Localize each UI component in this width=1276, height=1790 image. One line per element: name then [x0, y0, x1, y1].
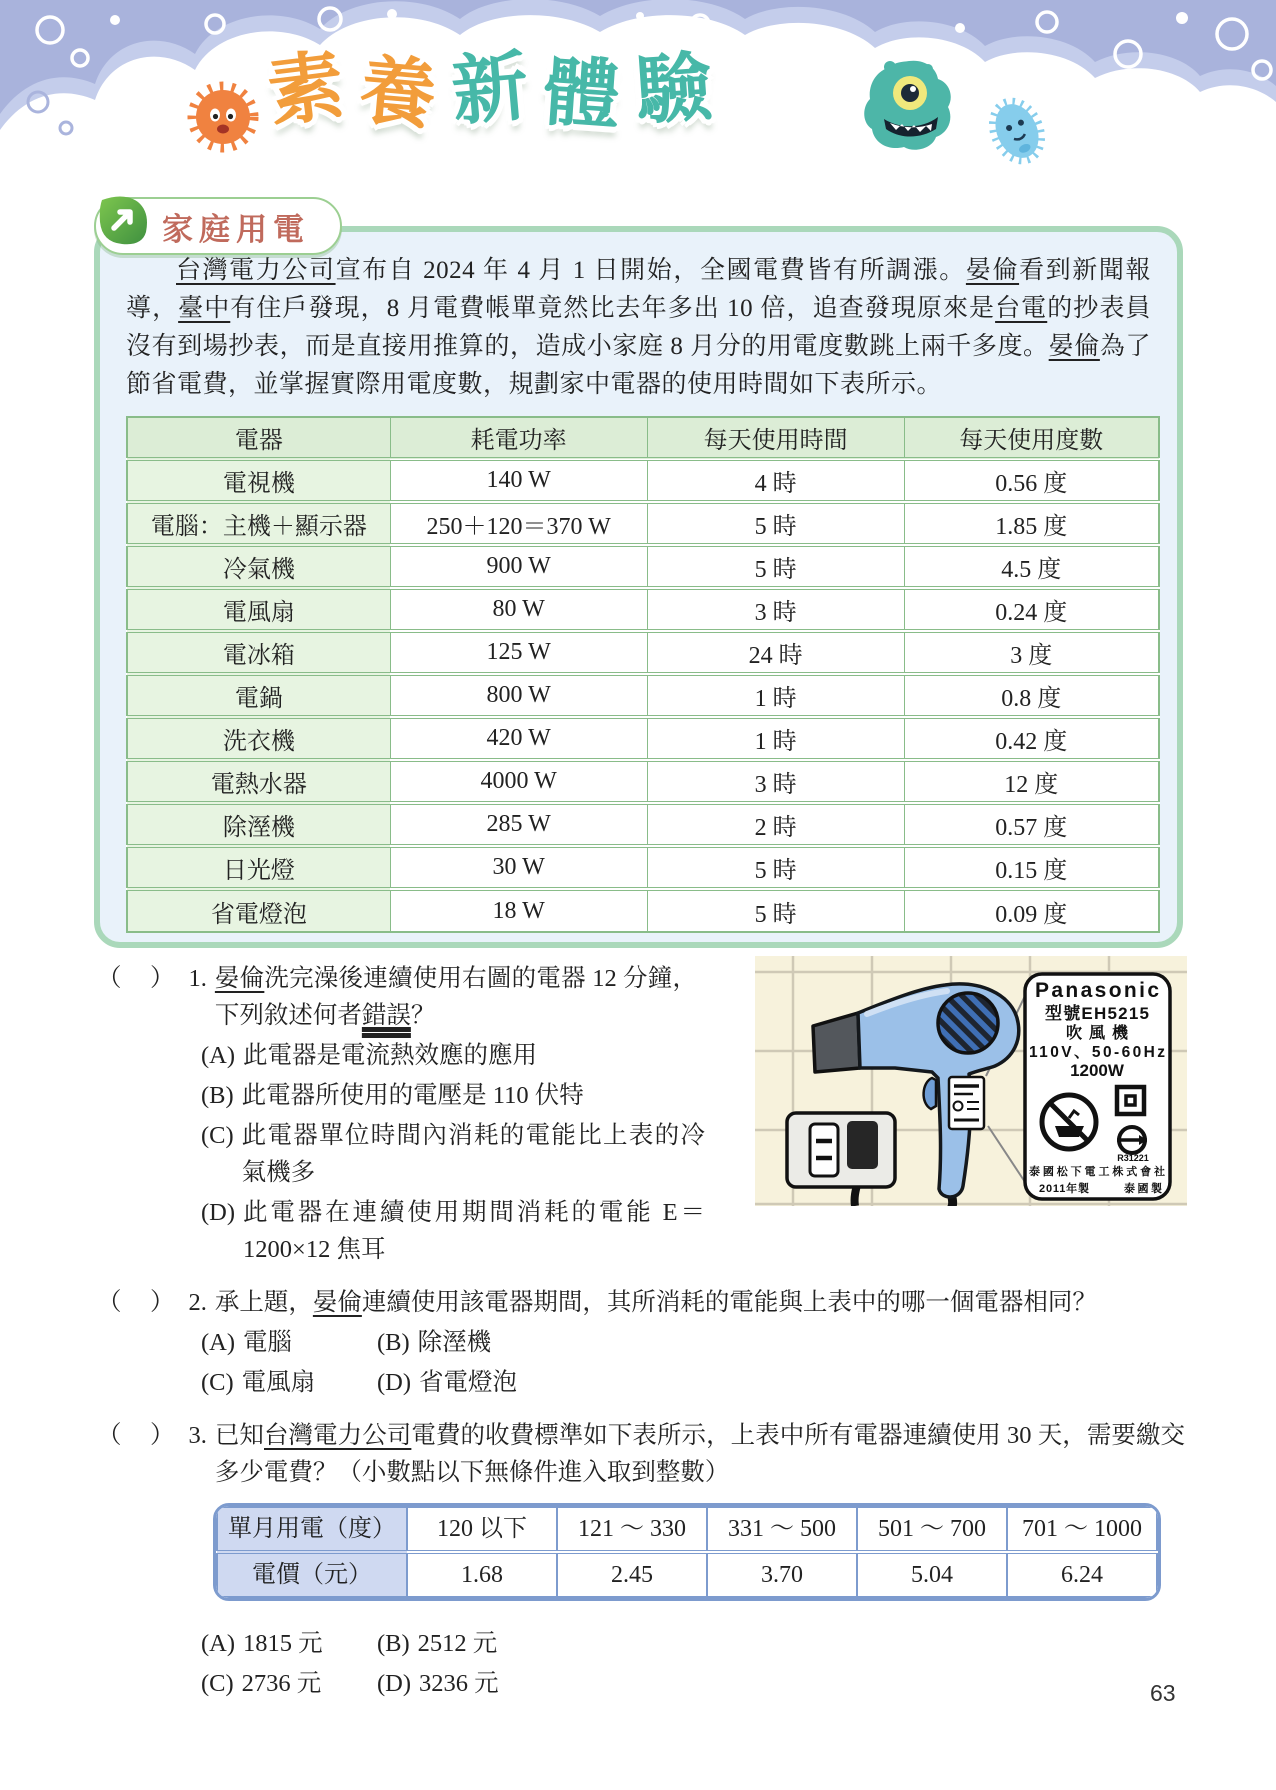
appliance-cell: 1.85 度 [904, 502, 1159, 545]
handle-label [949, 1077, 984, 1129]
option-text: 省電燈泡 [419, 1369, 518, 1396]
appliance-cell: 4 時 [647, 459, 904, 502]
appliance-cell: 3 時 [647, 760, 904, 803]
option-text: 此電器單位時間內消耗的電能比上表的冷氣機多 [241, 1122, 705, 1186]
table-row [127, 588, 1159, 631]
page-number: 63 [1150, 1680, 1176, 1706]
table-row [127, 803, 1159, 846]
table-row [127, 717, 1159, 760]
title-char: 素 [263, 42, 349, 137]
appliance-cell: 18 W [390, 889, 647, 932]
table-row [127, 459, 1159, 502]
label-power: 1200W [1070, 1061, 1124, 1080]
option-label: (D) [377, 1369, 412, 1396]
question-number: 3. [188, 1422, 207, 1449]
appliance-cell: 1 時 [647, 674, 904, 717]
text-run: 的抄表員沒有到場抄表，而是直接用推算的，造成小家庭 8 月分的用電度數跳上兩千多度。 [126, 295, 1151, 360]
appliance-cell: 420 W [390, 717, 647, 760]
appliance-cell: 日光燈 [127, 846, 390, 889]
option-text: 此電器是電流熱效應的應用 [243, 1042, 538, 1069]
answer-option [201, 1324, 351, 1361]
column-header: 耗電功率 [390, 417, 647, 459]
appliance-cell: 3 度 [904, 631, 1159, 674]
appliance-cell: 電冰箱 [127, 631, 390, 674]
proper-noun: 晏倫 [312, 1289, 362, 1316]
appliance-cell: 電視機 [127, 459, 390, 502]
proper-noun: 晏倫 [1048, 333, 1100, 360]
question-number: 2. [188, 1289, 207, 1316]
appliance-table [126, 416, 1160, 933]
question-number: 1. [188, 965, 207, 992]
emphasized-term: 錯誤 [361, 1002, 411, 1029]
question-stem [215, 960, 697, 1034]
appliance-cell: 電腦：主機＋顯示器 [127, 502, 390, 545]
content-panel [94, 226, 1183, 948]
option-text: 除溼機 [417, 1329, 492, 1356]
answer-blank: （ ） [97, 1289, 177, 1316]
appliance-cell: 250＋120＝370 W [390, 502, 647, 545]
column-header: 每天使用度數 [904, 417, 1159, 459]
appliance-cell: 800 W [390, 674, 647, 717]
option-text: 2736 元 [241, 1670, 322, 1697]
title-char: 新 [448, 43, 532, 136]
appliance-cell: 24 時 [647, 631, 904, 674]
column-header: 每天使用時間 [647, 417, 904, 459]
appliance-cell: 80 W [390, 588, 647, 631]
answer-option [201, 1364, 351, 1401]
text-run: 已知 [214, 1422, 264, 1449]
appliance-cell: 12 度 [904, 760, 1159, 803]
appliance-cell: 0.57 度 [904, 803, 1159, 846]
appliance-cell: 0.09 度 [904, 889, 1159, 932]
price-cell: 501 ～ 700 [857, 1507, 1007, 1552]
option-label: (A) [201, 1042, 236, 1069]
answer-option [377, 1625, 499, 1662]
price-cell: 331 ～ 500 [707, 1507, 857, 1552]
option-text: 2512 元 [417, 1630, 498, 1657]
question-2 [97, 1284, 1185, 1401]
price-cell: 5.04 [857, 1552, 1007, 1597]
leaf-arrow-icon [94, 190, 152, 253]
text-run: 宣布自 2024 年 4 月 1 日開始，全國電費皆有所調漲。 [335, 257, 966, 284]
price-cell: 3.70 [707, 1552, 857, 1597]
monster-icon [860, 55, 958, 160]
hair-dryer-figure [755, 956, 1187, 1206]
proper-noun: 台灣電力公司 [176, 257, 336, 284]
option-label: (C) [201, 1670, 234, 1697]
appliance-cell: 5 時 [647, 889, 904, 932]
proper-noun: 台電 [995, 295, 1048, 322]
title-char: 體 [540, 49, 623, 140]
table-row [127, 674, 1159, 717]
price-cell: 單月用電（度） [217, 1507, 407, 1552]
appliance-table-body [127, 459, 1159, 932]
appliance-cell: 30 W [390, 846, 647, 889]
appliance-cell: 2 時 [647, 803, 904, 846]
appliance-cell: 140 W [390, 459, 647, 502]
table-row [217, 1552, 1157, 1597]
option-label: (C) [201, 1122, 234, 1149]
appliance-cell: 1 時 [647, 717, 904, 760]
proper-noun: 晏倫 [965, 257, 1020, 284]
option-label: (B) [377, 1329, 410, 1356]
appliance-cell: 電風扇 [127, 588, 390, 631]
table-row [127, 631, 1159, 674]
appliance-cell: 0.24 度 [904, 588, 1159, 631]
price-table-frame [213, 1503, 1161, 1601]
appliance-cell: 285 W [390, 803, 647, 846]
question-options [97, 1037, 705, 1268]
appliance-cell: 除溼機 [127, 803, 390, 846]
table-row [127, 417, 1159, 459]
answer-blank: （ ） [97, 965, 177, 992]
answer-option [201, 1077, 705, 1114]
page-banner [0, 0, 1276, 172]
section-title: 家庭用電 [162, 211, 310, 247]
label-product: 吹風機 [1066, 1025, 1128, 1042]
answer-option [201, 1117, 705, 1191]
label-made-year: 2011年製 [1039, 1183, 1089, 1195]
column-header: 電器 [127, 417, 390, 459]
text-run: 電費的收費標準如下表所示，上表中所有電器連續使用 30 天，需要繳交多少電費？（小數點以下無條件進入取到整數） [214, 1422, 1186, 1486]
text-run: 連續使用該電器期間，其所消耗的電能與上表中的哪一個電器相同？ [361, 1289, 1097, 1316]
appliance-cell: 900 W [390, 545, 647, 588]
price-cell: 6.24 [1007, 1552, 1157, 1597]
proper-noun: 台灣電力公司 [264, 1422, 412, 1449]
price-cell: 電價（元） [217, 1552, 407, 1597]
question-list [97, 960, 1185, 1718]
page-title [263, 42, 868, 140]
appliance-cell: 5 時 [647, 846, 904, 889]
proper-noun: 臺中 [178, 295, 231, 322]
germ-icon [982, 92, 1052, 175]
appliance-cell: 電熱水器 [127, 760, 390, 803]
option-text: 電風扇 [241, 1369, 316, 1396]
appliance-cell: 0.42 度 [904, 717, 1159, 760]
appliance-cell: 電鍋 [127, 674, 390, 717]
appliance-cell: 洗衣機 [127, 717, 390, 760]
answer-option [377, 1324, 517, 1361]
option-label: (B) [377, 1630, 410, 1657]
option-text: 電腦 [243, 1329, 293, 1356]
option-text: 此電器在連續使用期間消耗的電能 E＝1200×12 焦耳 [243, 1199, 705, 1263]
answer-option [377, 1364, 517, 1401]
price-cell: 121 ～ 330 [557, 1507, 707, 1552]
appliance-cell: 0.56 度 [904, 459, 1159, 502]
option-label: (D) [201, 1199, 236, 1226]
price-cell: 1.68 [407, 1552, 557, 1597]
title-char: 驗 [633, 44, 715, 135]
text-run: 為了節省電費，並掌握實際用電度數，規劃家中電器的使用時間如下表所示。 [126, 333, 1151, 398]
option-label: (B) [201, 1082, 234, 1109]
virus-icon [186, 80, 260, 159]
section-header [94, 197, 342, 255]
appliance-cell: 省電燈泡 [127, 889, 390, 932]
answer-option [377, 1665, 499, 1702]
appliance-cell: 4000 W [390, 760, 647, 803]
table-row [127, 760, 1159, 803]
option-text: 3236 元 [419, 1670, 499, 1697]
answer-blank: （ ） [97, 1422, 177, 1449]
price-cell: 2.45 [557, 1552, 707, 1597]
option-label: (A) [201, 1329, 236, 1356]
appliance-cell: 0.15 度 [904, 846, 1159, 889]
table-row [217, 1507, 1157, 1552]
answer-option [201, 1625, 351, 1662]
label-maker: 泰國松下電工株式會社 [1029, 1166, 1165, 1178]
option-text: 此電器所使用的電壓是 110 伏特 [241, 1082, 584, 1109]
option-label: (D) [377, 1670, 412, 1697]
table-row [127, 545, 1159, 588]
label-model: 型號EH5215 [1045, 1004, 1149, 1023]
appliance-cell: 5 時 [647, 502, 904, 545]
question-options [97, 1321, 1185, 1401]
question-stem [215, 1284, 1185, 1321]
text-run: 洗完澡後連續使用右圖的電器 12 分鐘，下列敘述何者 [214, 965, 698, 1029]
appliance-cell: 3 時 [647, 588, 904, 631]
price-cell: 701 ～ 1000 [1007, 1507, 1157, 1552]
question-options [201, 1622, 1185, 1702]
appliance-table-header [127, 417, 1159, 459]
label-cert: R31221 [1117, 1153, 1149, 1163]
question-3 [97, 1417, 1185, 1702]
answer-option [201, 1037, 705, 1074]
appliance-cell: 125 W [390, 631, 647, 674]
appliance-cell: 4.5 度 [904, 545, 1159, 588]
price-cell: 120 以下 [407, 1507, 557, 1552]
appliance-cell: 0.8 度 [904, 674, 1159, 717]
option-label: (A) [201, 1630, 236, 1657]
label-made-place: 泰國製 [1124, 1183, 1162, 1195]
answer-option [201, 1665, 351, 1702]
spec-label [1025, 974, 1170, 1199]
table-row [127, 846, 1159, 889]
answer-option [201, 1194, 705, 1268]
price-table [216, 1506, 1158, 1598]
proper-noun: 晏倫 [214, 965, 265, 992]
appliance-cell: 冷氣機 [127, 545, 390, 588]
label-brand: Panasonic [1035, 979, 1159, 1002]
table-row [127, 889, 1159, 932]
label-voltage: 110V、50-60Hz [1029, 1044, 1165, 1061]
option-label: (C) [201, 1369, 234, 1396]
title-char: 養 [356, 47, 440, 140]
text-run: 承上題， [214, 1289, 313, 1316]
option-text: 1815 元 [243, 1630, 323, 1657]
table-row [127, 502, 1159, 545]
intro-paragraph [126, 252, 1151, 404]
text-run: 看到新聞報導， [126, 257, 1151, 322]
question-stem [215, 1417, 1185, 1491]
text-run: ？ [410, 1002, 436, 1029]
question-1 [97, 960, 1185, 1268]
appliance-cell: 5 時 [647, 545, 904, 588]
text-run: 有住戶發現，8 月電費帳單竟然比去年多出 10 倍，追查發現原來是 [230, 295, 996, 322]
